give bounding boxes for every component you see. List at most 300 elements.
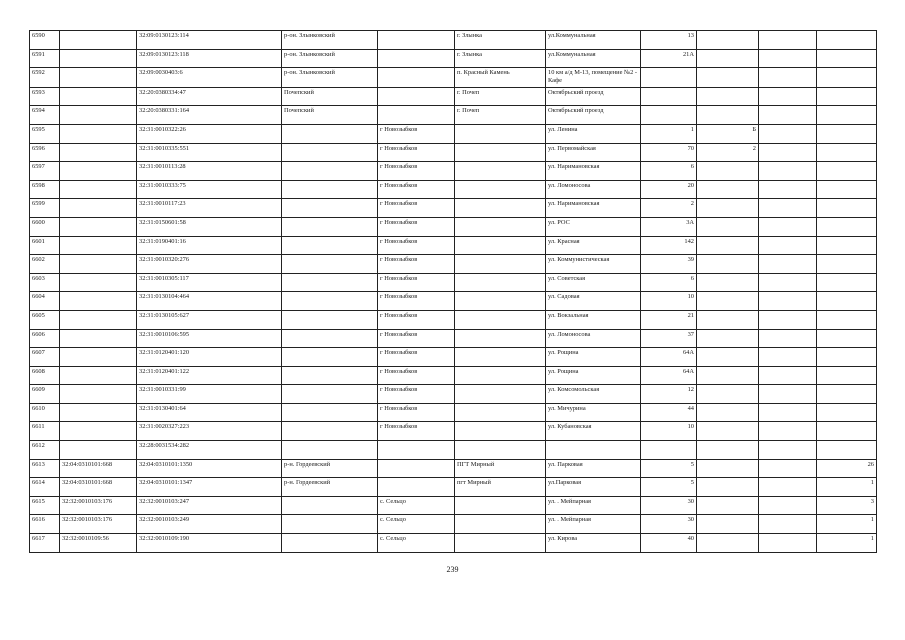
table-cell: 6603	[30, 273, 60, 292]
table-cell: 142	[641, 236, 697, 255]
table-cell: 32:32:0010103:176	[60, 496, 137, 515]
table-cell: г Новозыбков	[378, 348, 455, 367]
table-cell: 30	[641, 496, 697, 515]
table-cell: г Новозыбков	[378, 143, 455, 162]
table-row	[30, 385, 877, 404]
table-cell: Почепский	[282, 87, 378, 106]
table-cell: 6592	[30, 68, 60, 88]
table-cell	[759, 310, 817, 329]
table-cell	[817, 124, 877, 143]
table-cell	[697, 236, 759, 255]
table-cell	[282, 162, 378, 181]
table-cell	[455, 496, 546, 515]
table-cell: 10	[641, 422, 697, 441]
table-cell	[759, 162, 817, 181]
table-row	[30, 199, 877, 218]
table-cell	[282, 422, 378, 441]
table-cell: 6611	[30, 422, 60, 441]
table-cell: 6600	[30, 217, 60, 236]
table-cell	[455, 441, 546, 460]
table-cell: 2	[641, 199, 697, 218]
table-cell	[817, 255, 877, 274]
table-cell: 32:31:0010322:26	[137, 124, 282, 143]
table-cell	[60, 106, 137, 125]
table-cell	[455, 366, 546, 385]
table-cell	[817, 385, 877, 404]
table-cell: пгт Мирный	[455, 478, 546, 497]
table-cell: 6597	[30, 162, 60, 181]
table-cell: 40	[641, 534, 697, 553]
table-cell: 32:31:0130105:627	[137, 310, 282, 329]
table-cell: ул. . Мейпарная	[546, 496, 641, 515]
table-cell	[697, 292, 759, 311]
table-row	[30, 31, 877, 50]
table-cell: 6612	[30, 441, 60, 460]
table-cell: 6614	[30, 478, 60, 497]
table-cell	[455, 348, 546, 367]
table-cell: 64А	[641, 348, 697, 367]
table-cell: 32:31:0020327:223	[137, 422, 282, 441]
table-cell	[282, 236, 378, 255]
table-cell: 1	[817, 515, 877, 534]
table-cell: 32:31:0010320:276	[137, 255, 282, 274]
table-cell: 6593	[30, 87, 60, 106]
table-cell	[60, 329, 137, 348]
table-cell: 10 км а/д М-13, помещение №2 - Кафе	[546, 68, 641, 88]
table-cell	[546, 441, 641, 460]
table-cell: г Новозыбков	[378, 403, 455, 422]
table-cell	[697, 31, 759, 50]
table-cell	[282, 217, 378, 236]
table-row	[30, 217, 877, 236]
table-cell	[60, 68, 137, 88]
table-cell	[60, 255, 137, 274]
table-cell: р-он. Злынковский	[282, 68, 378, 88]
table-cell	[697, 87, 759, 106]
table-cell	[455, 255, 546, 274]
table-cell: ул. Садовая	[546, 292, 641, 311]
table-cell	[697, 329, 759, 348]
table-cell	[697, 199, 759, 218]
table-cell: 6608	[30, 366, 60, 385]
table-cell	[60, 385, 137, 404]
table-cell: 32:09:0030403:6	[137, 68, 282, 88]
table-cell: 39	[641, 255, 697, 274]
table-cell: р-он. Злынковский	[282, 31, 378, 50]
table-cell: 6602	[30, 255, 60, 274]
table-row	[30, 143, 877, 162]
table-cell: 5	[641, 459, 697, 478]
table-cell: ул.Коммунальная	[546, 49, 641, 68]
table-cell	[759, 49, 817, 68]
table-row	[30, 366, 877, 385]
table-cell: 6595	[30, 124, 60, 143]
table-cell	[759, 478, 817, 497]
table-cell	[60, 162, 137, 181]
table-cell: Октябрьский проезд	[546, 87, 641, 106]
table-cell	[282, 366, 378, 385]
table-cell: 6591	[30, 49, 60, 68]
table-cell: 1	[641, 124, 697, 143]
table-cell: 32:04:0310101:668	[60, 459, 137, 478]
table-cell	[641, 441, 697, 460]
table-cell: р-н. Гордеевский	[282, 478, 378, 497]
table-cell	[455, 403, 546, 422]
table-cell: п. Красный Камень	[455, 68, 546, 88]
table-cell	[817, 49, 877, 68]
table-cell: г Новозыбков	[378, 310, 455, 329]
table-cell: ул. Ленина	[546, 124, 641, 143]
table-cell	[759, 236, 817, 255]
table-cell	[378, 106, 455, 125]
table-cell	[282, 403, 378, 422]
registry-body	[30, 31, 877, 553]
table-cell: ул. Ломоносова	[546, 329, 641, 348]
table-cell	[697, 49, 759, 68]
table-cell: ул. Парковая	[546, 459, 641, 478]
table-cell	[817, 199, 877, 218]
table-cell: ул. Советская	[546, 273, 641, 292]
table-cell: 32:31:0010106:595	[137, 329, 282, 348]
table-cell	[378, 49, 455, 68]
table-cell	[641, 87, 697, 106]
table-row	[30, 236, 877, 255]
table-cell	[697, 441, 759, 460]
table-cell	[60, 180, 137, 199]
table-cell: 3А	[641, 217, 697, 236]
table-cell	[817, 329, 877, 348]
table-row	[30, 348, 877, 367]
table-cell	[817, 143, 877, 162]
table-cell	[282, 143, 378, 162]
table-cell: г Новозыбков	[378, 236, 455, 255]
page-number: 239	[446, 565, 459, 574]
table-cell: 32:28:0031534:282	[137, 441, 282, 460]
table-cell: ул. Мичурина	[546, 403, 641, 422]
table-cell	[697, 515, 759, 534]
table-cell	[641, 68, 697, 88]
table-cell	[282, 273, 378, 292]
table-row	[30, 534, 877, 553]
table-cell	[378, 441, 455, 460]
table-cell: г Новозыбков	[378, 366, 455, 385]
table-cell: 32:32:0010109:190	[137, 534, 282, 553]
table-cell: 1	[817, 478, 877, 497]
table-cell: 32:31:0190401:16	[137, 236, 282, 255]
table-cell: Октябрьский проезд	[546, 106, 641, 125]
table-cell	[817, 236, 877, 255]
table-cell	[455, 143, 546, 162]
table-cell: 32:31:0010335:551	[137, 143, 282, 162]
table-cell: ул.Коммунальная	[546, 31, 641, 50]
table-row	[30, 162, 877, 181]
table-cell	[817, 403, 877, 422]
table-cell: 32:31:0010305:117	[137, 273, 282, 292]
table-cell	[60, 87, 137, 106]
table-cell	[455, 292, 546, 311]
table-cell: г. Злынка	[455, 49, 546, 68]
table-cell	[455, 199, 546, 218]
table-cell	[455, 217, 546, 236]
table-cell	[60, 366, 137, 385]
table-cell	[455, 515, 546, 534]
table-cell: 26	[817, 459, 877, 478]
table-cell: 32:09:0130123:118	[137, 49, 282, 68]
table-cell	[60, 310, 137, 329]
table-cell	[759, 441, 817, 460]
table-cell	[697, 496, 759, 515]
table-cell: 32:31:0120401:122	[137, 366, 282, 385]
table-cell: ул. Рощина	[546, 348, 641, 367]
table-cell	[817, 310, 877, 329]
table-row	[30, 87, 877, 106]
table-cell	[817, 348, 877, 367]
table-cell	[378, 478, 455, 497]
table-cell	[282, 329, 378, 348]
table-row	[30, 496, 877, 515]
table-cell: 13	[641, 31, 697, 50]
table-row	[30, 329, 877, 348]
table-cell	[759, 403, 817, 422]
table-cell: г Новозыбков	[378, 385, 455, 404]
table-cell	[455, 534, 546, 553]
table-cell	[697, 310, 759, 329]
table-cell: г Новозыбков	[378, 180, 455, 199]
table-cell	[759, 87, 817, 106]
table-cell: 32:32:0010103:176	[60, 515, 137, 534]
table-cell	[60, 236, 137, 255]
table-cell	[759, 534, 817, 553]
table-cell	[817, 180, 877, 199]
table-cell	[641, 106, 697, 125]
table-cell: ул. Красная	[546, 236, 641, 255]
table-cell: 32:31:0130104:464	[137, 292, 282, 311]
table-cell	[282, 180, 378, 199]
table-cell	[759, 422, 817, 441]
table-cell: 6596	[30, 143, 60, 162]
table-cell: 30	[641, 515, 697, 534]
table-cell: 6604	[30, 292, 60, 311]
table-cell: 32:32:0010109:56	[60, 534, 137, 553]
table-cell	[759, 329, 817, 348]
table-cell: 5	[641, 478, 697, 497]
table-cell: 6599	[30, 199, 60, 218]
table-cell	[60, 199, 137, 218]
table-cell: 6590	[30, 31, 60, 50]
table-cell	[697, 162, 759, 181]
table-cell: ул. Наримановская	[546, 162, 641, 181]
table-cell: 6598	[30, 180, 60, 199]
table-cell: 21А	[641, 49, 697, 68]
table-cell: Почепский	[282, 106, 378, 125]
table-cell: с. Сельцо	[378, 496, 455, 515]
table-cell: 6613	[30, 459, 60, 478]
table-cell	[60, 441, 137, 460]
table-cell	[759, 459, 817, 478]
table-cell	[697, 348, 759, 367]
table-cell	[759, 106, 817, 125]
table-cell	[455, 329, 546, 348]
table-cell: 32:09:0130123:114	[137, 31, 282, 50]
table-cell	[817, 273, 877, 292]
table-cell: 32:31:0010331:99	[137, 385, 282, 404]
table-cell: 32:04:0310101:1347	[137, 478, 282, 497]
table-cell: 44	[641, 403, 697, 422]
table-cell	[817, 31, 877, 50]
table-cell: ул. Вокзальная	[546, 310, 641, 329]
table-cell	[282, 534, 378, 553]
table-cell	[697, 273, 759, 292]
table-cell	[759, 143, 817, 162]
table-cell: с. Сельцо	[378, 515, 455, 534]
table-cell	[697, 255, 759, 274]
table-row	[30, 124, 877, 143]
table-cell: 6606	[30, 329, 60, 348]
table-row	[30, 292, 877, 311]
table-cell	[697, 478, 759, 497]
table-cell: 70	[641, 143, 697, 162]
table-cell: 37	[641, 329, 697, 348]
table-cell: 1	[817, 534, 877, 553]
table-cell	[759, 385, 817, 404]
table-cell: 6594	[30, 106, 60, 125]
table-cell	[697, 403, 759, 422]
table-row	[30, 459, 877, 478]
table-cell	[378, 31, 455, 50]
table-cell: г. Злынка	[455, 31, 546, 50]
registry-table	[29, 30, 877, 553]
table-cell	[455, 124, 546, 143]
table-cell	[455, 236, 546, 255]
table-cell	[697, 422, 759, 441]
table-cell: 32:31:0010113:28	[137, 162, 282, 181]
table-cell	[60, 31, 137, 50]
table-cell: 6601	[30, 236, 60, 255]
table-cell: ул. Рощина	[546, 366, 641, 385]
table-cell	[759, 515, 817, 534]
table-cell	[282, 292, 378, 311]
table-cell: 12	[641, 385, 697, 404]
table-cell	[282, 124, 378, 143]
table-cell: 32:32:0010103:249	[137, 515, 282, 534]
table-cell	[378, 68, 455, 88]
table-cell: 32:04:0310101:1350	[137, 459, 282, 478]
table-cell: ул. Комсомольская	[546, 385, 641, 404]
table-cell	[455, 162, 546, 181]
table-cell: 6617	[30, 534, 60, 553]
table-cell: 6	[641, 273, 697, 292]
table-cell	[759, 124, 817, 143]
table-cell: 6605	[30, 310, 60, 329]
table-cell	[282, 199, 378, 218]
table-cell	[60, 292, 137, 311]
table-cell: г. Почеп	[455, 106, 546, 125]
table-row	[30, 310, 877, 329]
table-cell	[697, 459, 759, 478]
table-cell	[759, 348, 817, 367]
table-cell: 6607	[30, 348, 60, 367]
table-cell: г. Почеп	[455, 87, 546, 106]
table-cell: 6609	[30, 385, 60, 404]
table-row	[30, 515, 877, 534]
table-cell	[282, 310, 378, 329]
table-cell: 64А	[641, 366, 697, 385]
table-cell	[60, 403, 137, 422]
table-cell	[282, 515, 378, 534]
table-cell	[817, 106, 877, 125]
table-cell	[697, 366, 759, 385]
table-row	[30, 180, 877, 199]
table-cell: г Новозыбков	[378, 217, 455, 236]
table-cell	[455, 180, 546, 199]
table-cell	[697, 180, 759, 199]
table-cell: г Новозыбков	[378, 199, 455, 218]
table-cell: г Новозыбков	[378, 292, 455, 311]
table-cell	[817, 87, 877, 106]
table-cell: 32:20:0380331:164	[137, 106, 282, 125]
table-cell	[817, 68, 877, 88]
table-row	[30, 422, 877, 441]
table-cell	[817, 162, 877, 181]
table-cell	[759, 273, 817, 292]
table-row	[30, 441, 877, 460]
table-cell: г Новозыбков	[378, 162, 455, 181]
table-cell	[817, 422, 877, 441]
table-cell: ул. Кубановская	[546, 422, 641, 441]
table-cell	[759, 180, 817, 199]
table-cell: 32:20:0380334:47	[137, 87, 282, 106]
table-row	[30, 68, 877, 88]
table-cell: 32:31:0010333:75	[137, 180, 282, 199]
table-cell: ул. Наримановская	[546, 199, 641, 218]
table-cell: 3	[817, 496, 877, 515]
table-cell: 6	[641, 162, 697, 181]
table-cell: 6615	[30, 496, 60, 515]
table-cell	[759, 31, 817, 50]
table-cell: Б	[697, 124, 759, 143]
table-cell	[455, 385, 546, 404]
table-cell	[282, 385, 378, 404]
table-cell: 20	[641, 180, 697, 199]
table-cell	[697, 534, 759, 553]
table-row	[30, 106, 877, 125]
table-cell: г Новозыбков	[378, 329, 455, 348]
table-cell	[817, 292, 877, 311]
table-cell	[60, 273, 137, 292]
table-cell: г Новозыбков	[378, 255, 455, 274]
table-row	[30, 273, 877, 292]
table-cell: ПГТ Мирный	[455, 459, 546, 478]
table-cell	[60, 348, 137, 367]
table-cell	[697, 106, 759, 125]
table-cell	[759, 217, 817, 236]
table-row	[30, 49, 877, 68]
table-cell: 32:04:0310101:668	[60, 478, 137, 497]
table-cell: 32:31:0010117:23	[137, 199, 282, 218]
table-cell: р-н. Гордеевский	[282, 459, 378, 478]
table-row	[30, 255, 877, 274]
table-cell	[697, 217, 759, 236]
table-cell	[817, 366, 877, 385]
table-cell	[282, 348, 378, 367]
table-cell	[759, 366, 817, 385]
table-cell: г Новозыбков	[378, 422, 455, 441]
table-cell	[697, 68, 759, 88]
table-cell: ул. Кирова	[546, 534, 641, 553]
table-cell	[282, 441, 378, 460]
table-cell: ул. Ломоносова	[546, 180, 641, 199]
table-cell	[759, 68, 817, 88]
